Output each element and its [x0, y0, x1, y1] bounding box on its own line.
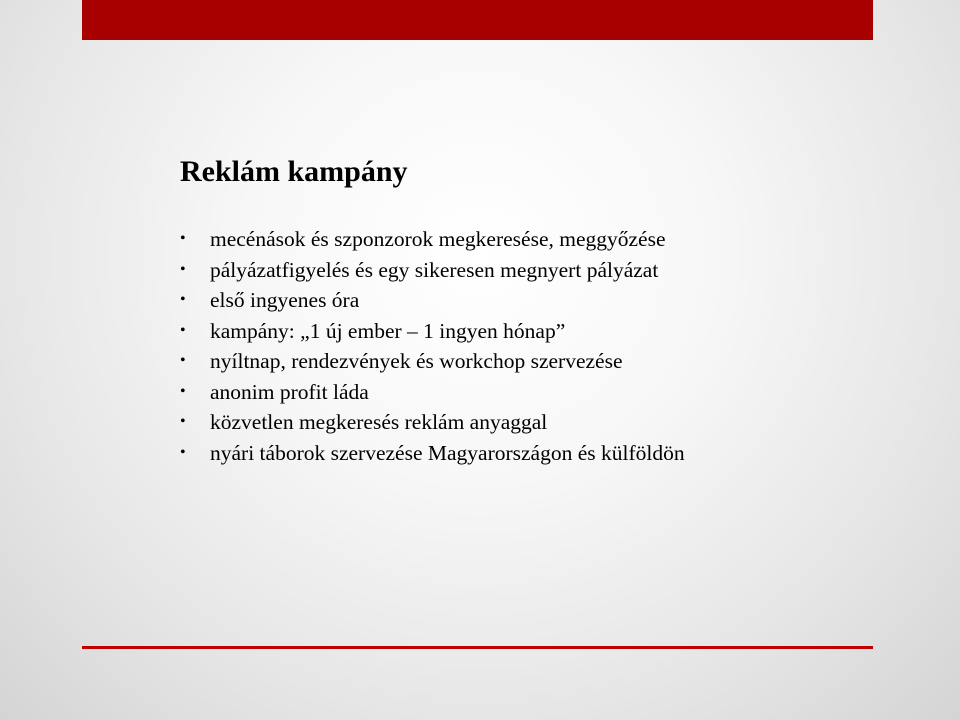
bullet-icon: • — [180, 413, 186, 430]
bullet-item — [180, 407, 685, 438]
bullet-text: nyíltnap, rendezvények és workchop szervezése — [210, 349, 623, 373]
bullet-text: első ingyenes óra — [210, 288, 360, 312]
bullet-item — [180, 438, 685, 469]
bullet-item — [180, 224, 685, 255]
bullet-item — [180, 316, 685, 347]
bullet-list — [180, 224, 685, 468]
bullet-icon: • — [180, 321, 186, 339]
bullet-item — [180, 377, 685, 408]
top-accent-bar — [82, 0, 873, 40]
bullet-icon: • — [180, 382, 186, 400]
bullet-text: pályázatfigyelés és egy sikeresen megnyert pályázat — [210, 257, 659, 282]
bullet-text: kampány: „1 új ember – 1 ingyen hónap” — [210, 318, 566, 343]
bullet-item — [180, 346, 685, 377]
bullet-text: anonim profit láda — [210, 379, 369, 404]
bullet-item — [180, 255, 685, 286]
bullet-icon: • — [180, 291, 186, 308]
bullet-text: mecénások és szponzorok megkeresése, meggyőzése — [210, 227, 666, 251]
bullet-icon: • — [180, 443, 186, 461]
bullet-icon: • — [180, 230, 186, 247]
bullet-icon: • — [180, 352, 186, 369]
bullet-text: közvetlen megkeresés reklám anyaggal — [210, 410, 548, 434]
bullet-icon: • — [180, 260, 186, 278]
bullet-item — [180, 285, 685, 316]
bullet-text: nyári táborok szervezése Magyarországon és külföldön — [210, 440, 685, 465]
bottom-accent-line — [82, 646, 873, 649]
slide-title: Reklám kampány — [180, 155, 408, 188]
